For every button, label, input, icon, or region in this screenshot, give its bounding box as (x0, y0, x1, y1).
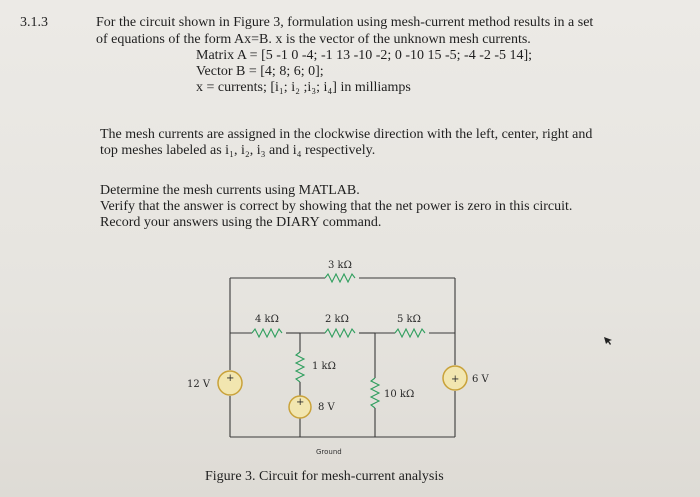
instruction-line-2: Verify that the answer is correct by showing that the net power is zero in this circuit. (100, 199, 573, 214)
x-definition: x = currents; [i₁; i₂ ;i₃; i₄] in milliamps (196, 80, 411, 95)
resistor-4k (252, 329, 282, 337)
problem-line-1: For the circuit shown in Figure 3, formulation using mesh-current method results in a set (96, 15, 594, 30)
plus-sign-6v: + (451, 374, 460, 385)
problem-number: 3.1.3 (20, 15, 48, 30)
resistor-1k (296, 352, 304, 382)
label-3k: 3 kΩ (328, 260, 352, 271)
matrix-a-definition: Matrix A = [5 -1 0 -4; -1 13 -10 -2; 0 -10 15 -5; -4 -2 -5 14]; (196, 48, 533, 63)
voltage-source-6v (443, 366, 467, 390)
figure-caption: Figure 3. Circuit for mesh-current analysis (205, 469, 444, 484)
resistor-3k (325, 274, 355, 282)
label-5k: 5 kΩ (397, 314, 421, 325)
label-4k: 4 kΩ (255, 314, 279, 325)
mesh-description-line-1: The mesh currents are assigned in the clockwise direction with the left, center, right and (100, 127, 593, 142)
voltage-source-12v (218, 371, 242, 395)
plus-sign-12v: + (226, 373, 235, 384)
resistor-2k (325, 329, 355, 337)
label-12v: 12 V (187, 379, 211, 390)
label-2k: 2 kΩ (325, 314, 349, 325)
instruction-line-1: Determine the mesh currents using MATLAB. (100, 183, 360, 198)
resistor-10k (371, 378, 379, 408)
label-8v: 8 V (318, 402, 335, 413)
label-10k: 10 kΩ (384, 389, 415, 400)
instruction-line-3: Record your answers using the DIARY command. (100, 215, 382, 230)
resistor-5k (395, 329, 425, 337)
voltage-source-8v (289, 396, 311, 418)
ground-label: Ground (316, 448, 342, 456)
cursor-icon (604, 337, 612, 345)
plus-sign-8v: + (296, 397, 305, 408)
problem-line-2: of equations of the form Ax=B. x is the vector of the unknown mesh currents. (96, 32, 531, 47)
mesh-description-line-2: top meshes labeled as i₁, i₂, i₃ and i₄ respectively. (100, 143, 376, 158)
label-6v: 6 V (472, 374, 489, 385)
vector-b-definition: Vector B = [4; 8; 6; 0]; (196, 64, 324, 79)
label-1k: 1 kΩ (312, 361, 336, 372)
